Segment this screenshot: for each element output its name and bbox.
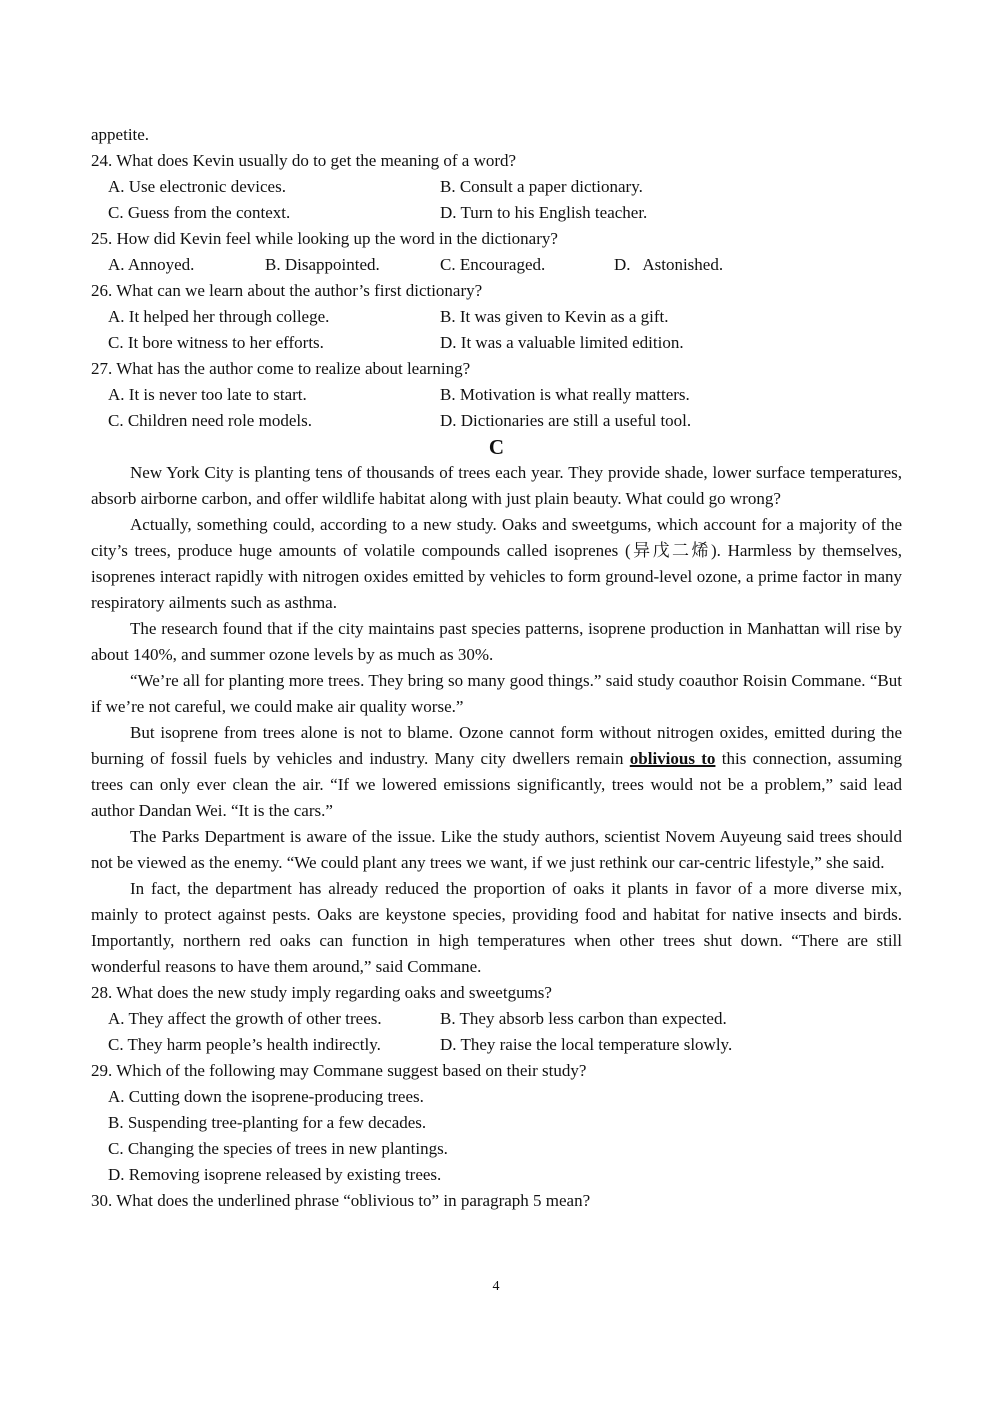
question-24-option-d: D. Turn to his English teacher. xyxy=(440,203,648,222)
question-28-options-row-1 xyxy=(91,1006,902,1032)
question-26-option-d: D. It was a valuable limited edition. xyxy=(440,333,684,352)
question-26-options-row-2 xyxy=(91,330,902,356)
underlined-phrase: oblivious to xyxy=(629,749,716,768)
passage-paragraph-3: The research found that if the city maintains past species patterns, isoprene production in Manhattan will rise by about 140%, and summer ozone levels by as much as 30%. xyxy=(91,619,902,664)
question-24-options-row-1 xyxy=(91,174,902,200)
paragraph-5-text-after: this connection, assuming trees can only ever clean the air. “If we lowered emissions significantly, trees would not be a problem,” said lead author Dandan Wei. “It is the cars.” xyxy=(91,749,902,820)
question-24-options-row-2 xyxy=(91,200,902,226)
question-24-option-c: C. Guess from the context. xyxy=(108,203,291,222)
question-26-option-b: B. It was given to Kevin as a gift. xyxy=(440,307,669,326)
question-26-option-a: A. It helped her through college. xyxy=(108,307,330,326)
question-26-options-row-1 xyxy=(91,304,902,330)
question-28-option-d: D. They raise the local temperature slowly. xyxy=(440,1035,733,1054)
question-25-option-b: B. Disappointed. xyxy=(265,255,380,274)
question-29-option-d: D. Removing isoprene released by existing trees. xyxy=(108,1165,442,1184)
question-25-option-a: A. Annoyed. xyxy=(108,255,195,274)
passage-paragraph-1: New York City is planting tens of thousands of trees each year. They provide shade, lower surface temperatures, absorb airborne carbon, and offer wildlife habitat along with just plain beauty. What could go wrong? xyxy=(91,463,902,508)
question-27-option-a: A. It is never too late to start. xyxy=(108,385,307,404)
question-27-option-b: B. Motivation is what really matters. xyxy=(440,385,690,404)
question-28-option-a: A. They affect the growth of other trees. xyxy=(108,1009,382,1028)
passage-paragraph-6: The Parks Department is aware of the issue. Like the study authors, scientist Novem Auyeung said trees should not be viewed as the enemy. “We could plant any trees we want, if we just rethink our car-centric lifestyle,” she said. xyxy=(91,827,902,872)
question-25-options-row xyxy=(91,252,902,278)
question-30-stem: 30. What does the underlined phrase “oblivious to” in paragraph 5 mean? xyxy=(91,1191,591,1210)
question-27-option-d: D. Dictionaries are still a useful tool. xyxy=(440,411,692,430)
question-26-option-c: C. It bore witness to her efforts. xyxy=(108,333,324,352)
continued-text: appetite. xyxy=(91,125,150,144)
question-29-option-c: C. Changing the species of trees in new plantings. xyxy=(108,1139,448,1158)
question-28-option-b: B. They absorb less carbon than expected. xyxy=(440,1009,727,1028)
question-29-option-b: B. Suspending tree-planting for a few decades. xyxy=(108,1113,427,1132)
question-28-stem: 28. What does the new study imply regarding oaks and sweetgums? xyxy=(91,983,552,1002)
question-28-option-c: C. They harm people’s health indirectly. xyxy=(108,1035,381,1054)
passage-paragraph-4: “We’re all for planting more trees. They bring so many good things.” said study coauthor Roisin Commane. “But if we’re not careful, we could make air quality worse.” xyxy=(91,671,902,716)
passage-paragraph-5 xyxy=(91,720,902,824)
question-27-options-row-2 xyxy=(91,408,902,434)
question-27-stem: 27. What has the author come to realize about learning? xyxy=(91,359,471,378)
question-26-stem: 26. What can we learn about the author’s first dictionary? xyxy=(91,281,483,300)
question-29-stem: 29. Which of the following may Commane suggest based on their study? xyxy=(91,1061,587,1080)
passage-paragraph-2: Actually, something could, according to a new study. Oaks and sweetgums, which account for a majority of the city’s trees, produce huge amounts of volatile compounds called isoprenes (异戊二烯). Harmless by themselves, isoprenes interact rapidly with nitrogen oxides emitted by vehicles to form ground-level ozone, a prime factor in many respiratory ailments such as asthma. xyxy=(91,515,902,612)
page-number: 4 xyxy=(492,1279,500,1294)
question-27-options-row-1 xyxy=(91,382,902,408)
question-25-stem: 25. How did Kevin feel while looking up the word in the dictionary? xyxy=(91,229,558,248)
question-25-option-c: C. Encouraged. xyxy=(440,255,546,274)
question-28-options-row-2 xyxy=(91,1032,902,1058)
paragraph-5-text-before: But isoprene from trees alone is not to blame. Ozone cannot form without nitrogen oxides, emitted during the burning of fossil fuels by vehicles and industry. Many city dwellers remain xyxy=(91,723,902,768)
question-24-stem: 24. What does Kevin usually do to get the meaning of a word? xyxy=(91,151,517,170)
question-27-option-c: C. Children need role models. xyxy=(108,411,312,430)
question-25-option-d: D. Astonished. xyxy=(614,255,724,274)
question-24-option-b: B. Consult a paper dictionary. xyxy=(440,177,643,196)
question-29-option-a: A. Cutting down the isoprene-producing trees. xyxy=(108,1087,424,1106)
section-title: C xyxy=(488,435,505,459)
question-24-option-a: A. Use electronic devices. xyxy=(108,177,286,196)
page-content xyxy=(91,122,902,1214)
passage-paragraph-7: In fact, the department has already reduced the proportion of oaks it plants in favor of a more diverse mix, mainly to protect against pests. Oaks are keystone species, providing food and habitat for native insects and birds. Importantly, northern red oaks can function in high temperatures when other trees shut down. “There are still wonderful reasons to have them around,” said Commane. xyxy=(91,879,902,976)
